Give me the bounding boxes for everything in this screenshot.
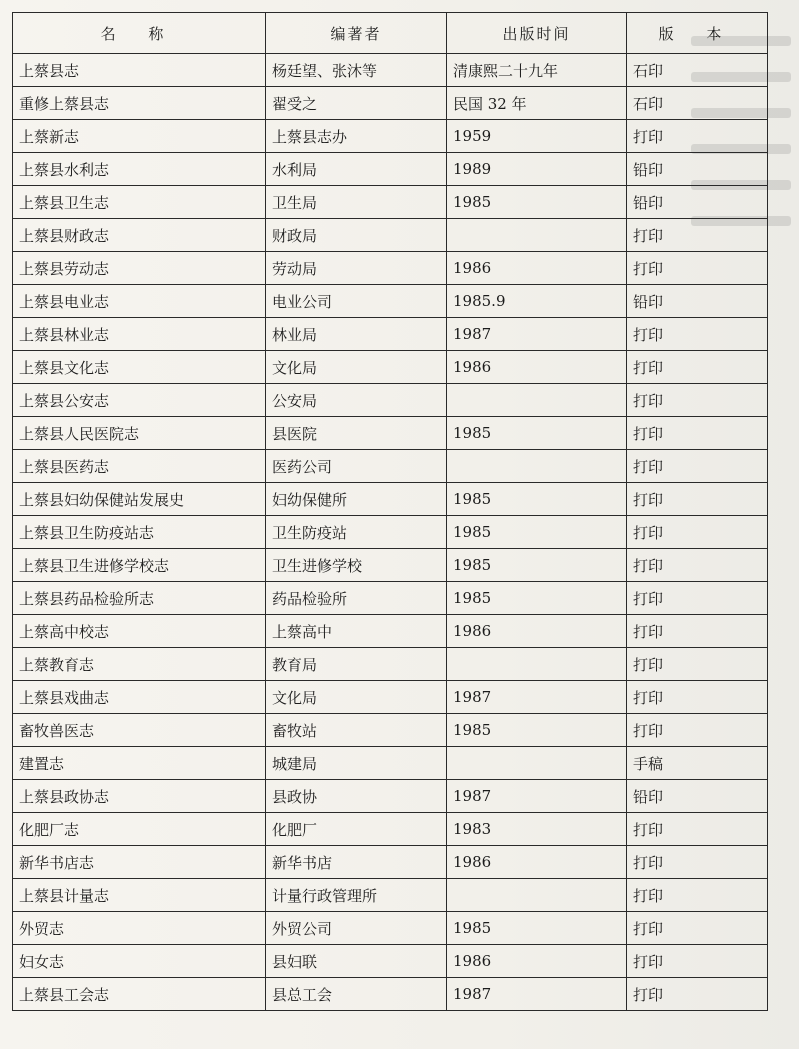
cell-name: 建置志 bbox=[13, 747, 266, 780]
cell-time: 1985 bbox=[447, 186, 627, 219]
cell-time: 1986 bbox=[447, 846, 627, 879]
table-row bbox=[13, 978, 768, 1011]
cell-author: 新华书店 bbox=[266, 846, 447, 879]
cell-name: 上蔡新志 bbox=[13, 120, 266, 153]
cell-edition: 打印 bbox=[627, 714, 768, 747]
table-row bbox=[13, 186, 768, 219]
cell-time bbox=[447, 384, 627, 417]
cell-time: 清康熙二十九年 bbox=[447, 54, 627, 87]
table-row bbox=[13, 681, 768, 714]
cell-time: 1985 bbox=[447, 582, 627, 615]
cell-name: 上蔡县水利志 bbox=[13, 153, 266, 186]
cell-time bbox=[447, 747, 627, 780]
header-time: 出版时间 bbox=[447, 13, 627, 54]
cell-author: 化肥厂 bbox=[266, 813, 447, 846]
table-row bbox=[13, 879, 768, 912]
cell-edition: 打印 bbox=[627, 516, 768, 549]
table-row bbox=[13, 252, 768, 285]
cell-name: 上蔡县财政志 bbox=[13, 219, 266, 252]
cell-edition: 打印 bbox=[627, 681, 768, 714]
cell-time bbox=[447, 219, 627, 252]
cell-edition: 打印 bbox=[627, 219, 768, 252]
cell-edition: 打印 bbox=[627, 846, 768, 879]
cell-author: 文化局 bbox=[266, 681, 447, 714]
header-row bbox=[13, 13, 768, 54]
cell-edition: 打印 bbox=[627, 384, 768, 417]
cell-author: 电业公司 bbox=[266, 285, 447, 318]
table-row bbox=[13, 846, 768, 879]
table-row bbox=[13, 780, 768, 813]
cell-author: 教育局 bbox=[266, 648, 447, 681]
cell-edition: 打印 bbox=[627, 879, 768, 912]
cell-time: 1989 bbox=[447, 153, 627, 186]
cell-time: 1985 bbox=[447, 912, 627, 945]
table-row bbox=[13, 384, 768, 417]
table-row bbox=[13, 120, 768, 153]
cell-author: 上蔡县志办 bbox=[266, 120, 447, 153]
cell-edition: 打印 bbox=[627, 318, 768, 351]
cell-time: 1987 bbox=[447, 681, 627, 714]
cell-author: 林业局 bbox=[266, 318, 447, 351]
cell-time: 1985 bbox=[447, 417, 627, 450]
cell-time: 1959 bbox=[447, 120, 627, 153]
cell-author: 药品检验所 bbox=[266, 582, 447, 615]
cell-name: 妇女志 bbox=[13, 945, 266, 978]
table-row bbox=[13, 285, 768, 318]
table-row bbox=[13, 450, 768, 483]
table-row bbox=[13, 648, 768, 681]
cell-edition: 石印 bbox=[627, 54, 768, 87]
cell-author: 畜牧站 bbox=[266, 714, 447, 747]
cell-time: 1985.9 bbox=[447, 285, 627, 318]
cell-time bbox=[447, 648, 627, 681]
cell-time: 1985 bbox=[447, 549, 627, 582]
cell-author: 外贸公司 bbox=[266, 912, 447, 945]
cell-name: 上蔡县人民医院志 bbox=[13, 417, 266, 450]
cell-author: 城建局 bbox=[266, 747, 447, 780]
cell-edition: 打印 bbox=[627, 912, 768, 945]
cell-time: 1987 bbox=[447, 780, 627, 813]
table-row bbox=[13, 615, 768, 648]
cell-name: 上蔡县劳动志 bbox=[13, 252, 266, 285]
cell-name: 上蔡县药品检验所志 bbox=[13, 582, 266, 615]
cell-author: 县政协 bbox=[266, 780, 447, 813]
cell-author: 杨廷望、张沐等 bbox=[266, 54, 447, 87]
cell-edition: 打印 bbox=[627, 582, 768, 615]
table-row bbox=[13, 714, 768, 747]
cell-edition: 手稿 bbox=[627, 747, 768, 780]
cell-edition: 打印 bbox=[627, 483, 768, 516]
cell-edition: 打印 bbox=[627, 351, 768, 384]
cell-edition: 打印 bbox=[627, 549, 768, 582]
cell-name: 上蔡高中校志 bbox=[13, 615, 266, 648]
cell-name: 上蔡县志 bbox=[13, 54, 266, 87]
cell-time: 1986 bbox=[447, 252, 627, 285]
cell-edition: 打印 bbox=[627, 978, 768, 1011]
cell-name: 上蔡县公安志 bbox=[13, 384, 266, 417]
cell-author: 卫生防疫站 bbox=[266, 516, 447, 549]
cell-author: 妇幼保健所 bbox=[266, 483, 447, 516]
cell-author: 卫生局 bbox=[266, 186, 447, 219]
cell-time: 民国 32 年 bbox=[447, 87, 627, 120]
cell-author: 县妇联 bbox=[266, 945, 447, 978]
cell-edition: 打印 bbox=[627, 120, 768, 153]
cell-edition: 铅印 bbox=[627, 285, 768, 318]
cell-name: 化肥厂志 bbox=[13, 813, 266, 846]
cell-time: 1986 bbox=[447, 615, 627, 648]
cell-author: 计量行政管理所 bbox=[266, 879, 447, 912]
cell-edition: 打印 bbox=[627, 945, 768, 978]
table-row bbox=[13, 54, 768, 87]
cell-author: 公安局 bbox=[266, 384, 447, 417]
cell-edition: 打印 bbox=[627, 417, 768, 450]
cell-name: 上蔡县卫生志 bbox=[13, 186, 266, 219]
cell-time: 1985 bbox=[447, 516, 627, 549]
table-row bbox=[13, 351, 768, 384]
cell-time: 1985 bbox=[447, 714, 627, 747]
gazetteer-table bbox=[12, 12, 768, 1011]
table-row bbox=[13, 582, 768, 615]
cell-author: 卫生进修学校 bbox=[266, 549, 447, 582]
cell-name: 重修上蔡县志 bbox=[13, 87, 266, 120]
table-row bbox=[13, 153, 768, 186]
cell-author: 水利局 bbox=[266, 153, 447, 186]
cell-time: 1985 bbox=[447, 483, 627, 516]
table-row bbox=[13, 417, 768, 450]
header-author: 编著者 bbox=[266, 13, 447, 54]
cell-time bbox=[447, 879, 627, 912]
cell-name: 上蔡县林业志 bbox=[13, 318, 266, 351]
cell-name: 畜牧兽医志 bbox=[13, 714, 266, 747]
table-row bbox=[13, 549, 768, 582]
cell-edition: 铅印 bbox=[627, 153, 768, 186]
cell-name: 上蔡县医药志 bbox=[13, 450, 266, 483]
table-body bbox=[13, 54, 768, 1011]
cell-name: 外贸志 bbox=[13, 912, 266, 945]
table-row bbox=[13, 87, 768, 120]
table-row bbox=[13, 912, 768, 945]
cell-edition: 打印 bbox=[627, 615, 768, 648]
cell-name: 上蔡县卫生进修学校志 bbox=[13, 549, 266, 582]
cell-time: 1986 bbox=[447, 351, 627, 384]
cell-edition: 石印 bbox=[627, 87, 768, 120]
cell-edition: 打印 bbox=[627, 813, 768, 846]
cell-name: 上蔡县文化志 bbox=[13, 351, 266, 384]
cell-author: 劳动局 bbox=[266, 252, 447, 285]
header-name: 名 称 bbox=[13, 13, 266, 54]
cell-author: 县医院 bbox=[266, 417, 447, 450]
cell-author: 上蔡高中 bbox=[266, 615, 447, 648]
cell-edition: 打印 bbox=[627, 648, 768, 681]
cell-name: 上蔡县工会志 bbox=[13, 978, 266, 1011]
header-edition: 版 本 bbox=[627, 13, 768, 54]
cell-name: 上蔡县戏曲志 bbox=[13, 681, 266, 714]
table-row bbox=[13, 483, 768, 516]
cell-time: 1987 bbox=[447, 978, 627, 1011]
table-row bbox=[13, 813, 768, 846]
cell-name: 新华书店志 bbox=[13, 846, 266, 879]
cell-name: 上蔡县政协志 bbox=[13, 780, 266, 813]
cell-edition: 打印 bbox=[627, 252, 768, 285]
cell-edition: 打印 bbox=[627, 450, 768, 483]
cell-author: 县总工会 bbox=[266, 978, 447, 1011]
table-row bbox=[13, 219, 768, 252]
cell-name: 上蔡教育志 bbox=[13, 648, 266, 681]
cell-time: 1983 bbox=[447, 813, 627, 846]
cell-name: 上蔡县卫生防疫站志 bbox=[13, 516, 266, 549]
cell-author: 财政局 bbox=[266, 219, 447, 252]
cell-author: 医药公司 bbox=[266, 450, 447, 483]
table-row bbox=[13, 318, 768, 351]
cell-time bbox=[447, 450, 627, 483]
cell-time: 1986 bbox=[447, 945, 627, 978]
cell-author: 文化局 bbox=[266, 351, 447, 384]
table-row bbox=[13, 516, 768, 549]
table-row bbox=[13, 747, 768, 780]
cell-edition: 铅印 bbox=[627, 186, 768, 219]
table-row bbox=[13, 945, 768, 978]
cell-name: 上蔡县电业志 bbox=[13, 285, 266, 318]
cell-time: 1987 bbox=[447, 318, 627, 351]
cell-name: 上蔡县计量志 bbox=[13, 879, 266, 912]
cell-author: 翟受之 bbox=[266, 87, 447, 120]
cell-edition: 铅印 bbox=[627, 780, 768, 813]
cell-name: 上蔡县妇幼保健站发展史 bbox=[13, 483, 266, 516]
